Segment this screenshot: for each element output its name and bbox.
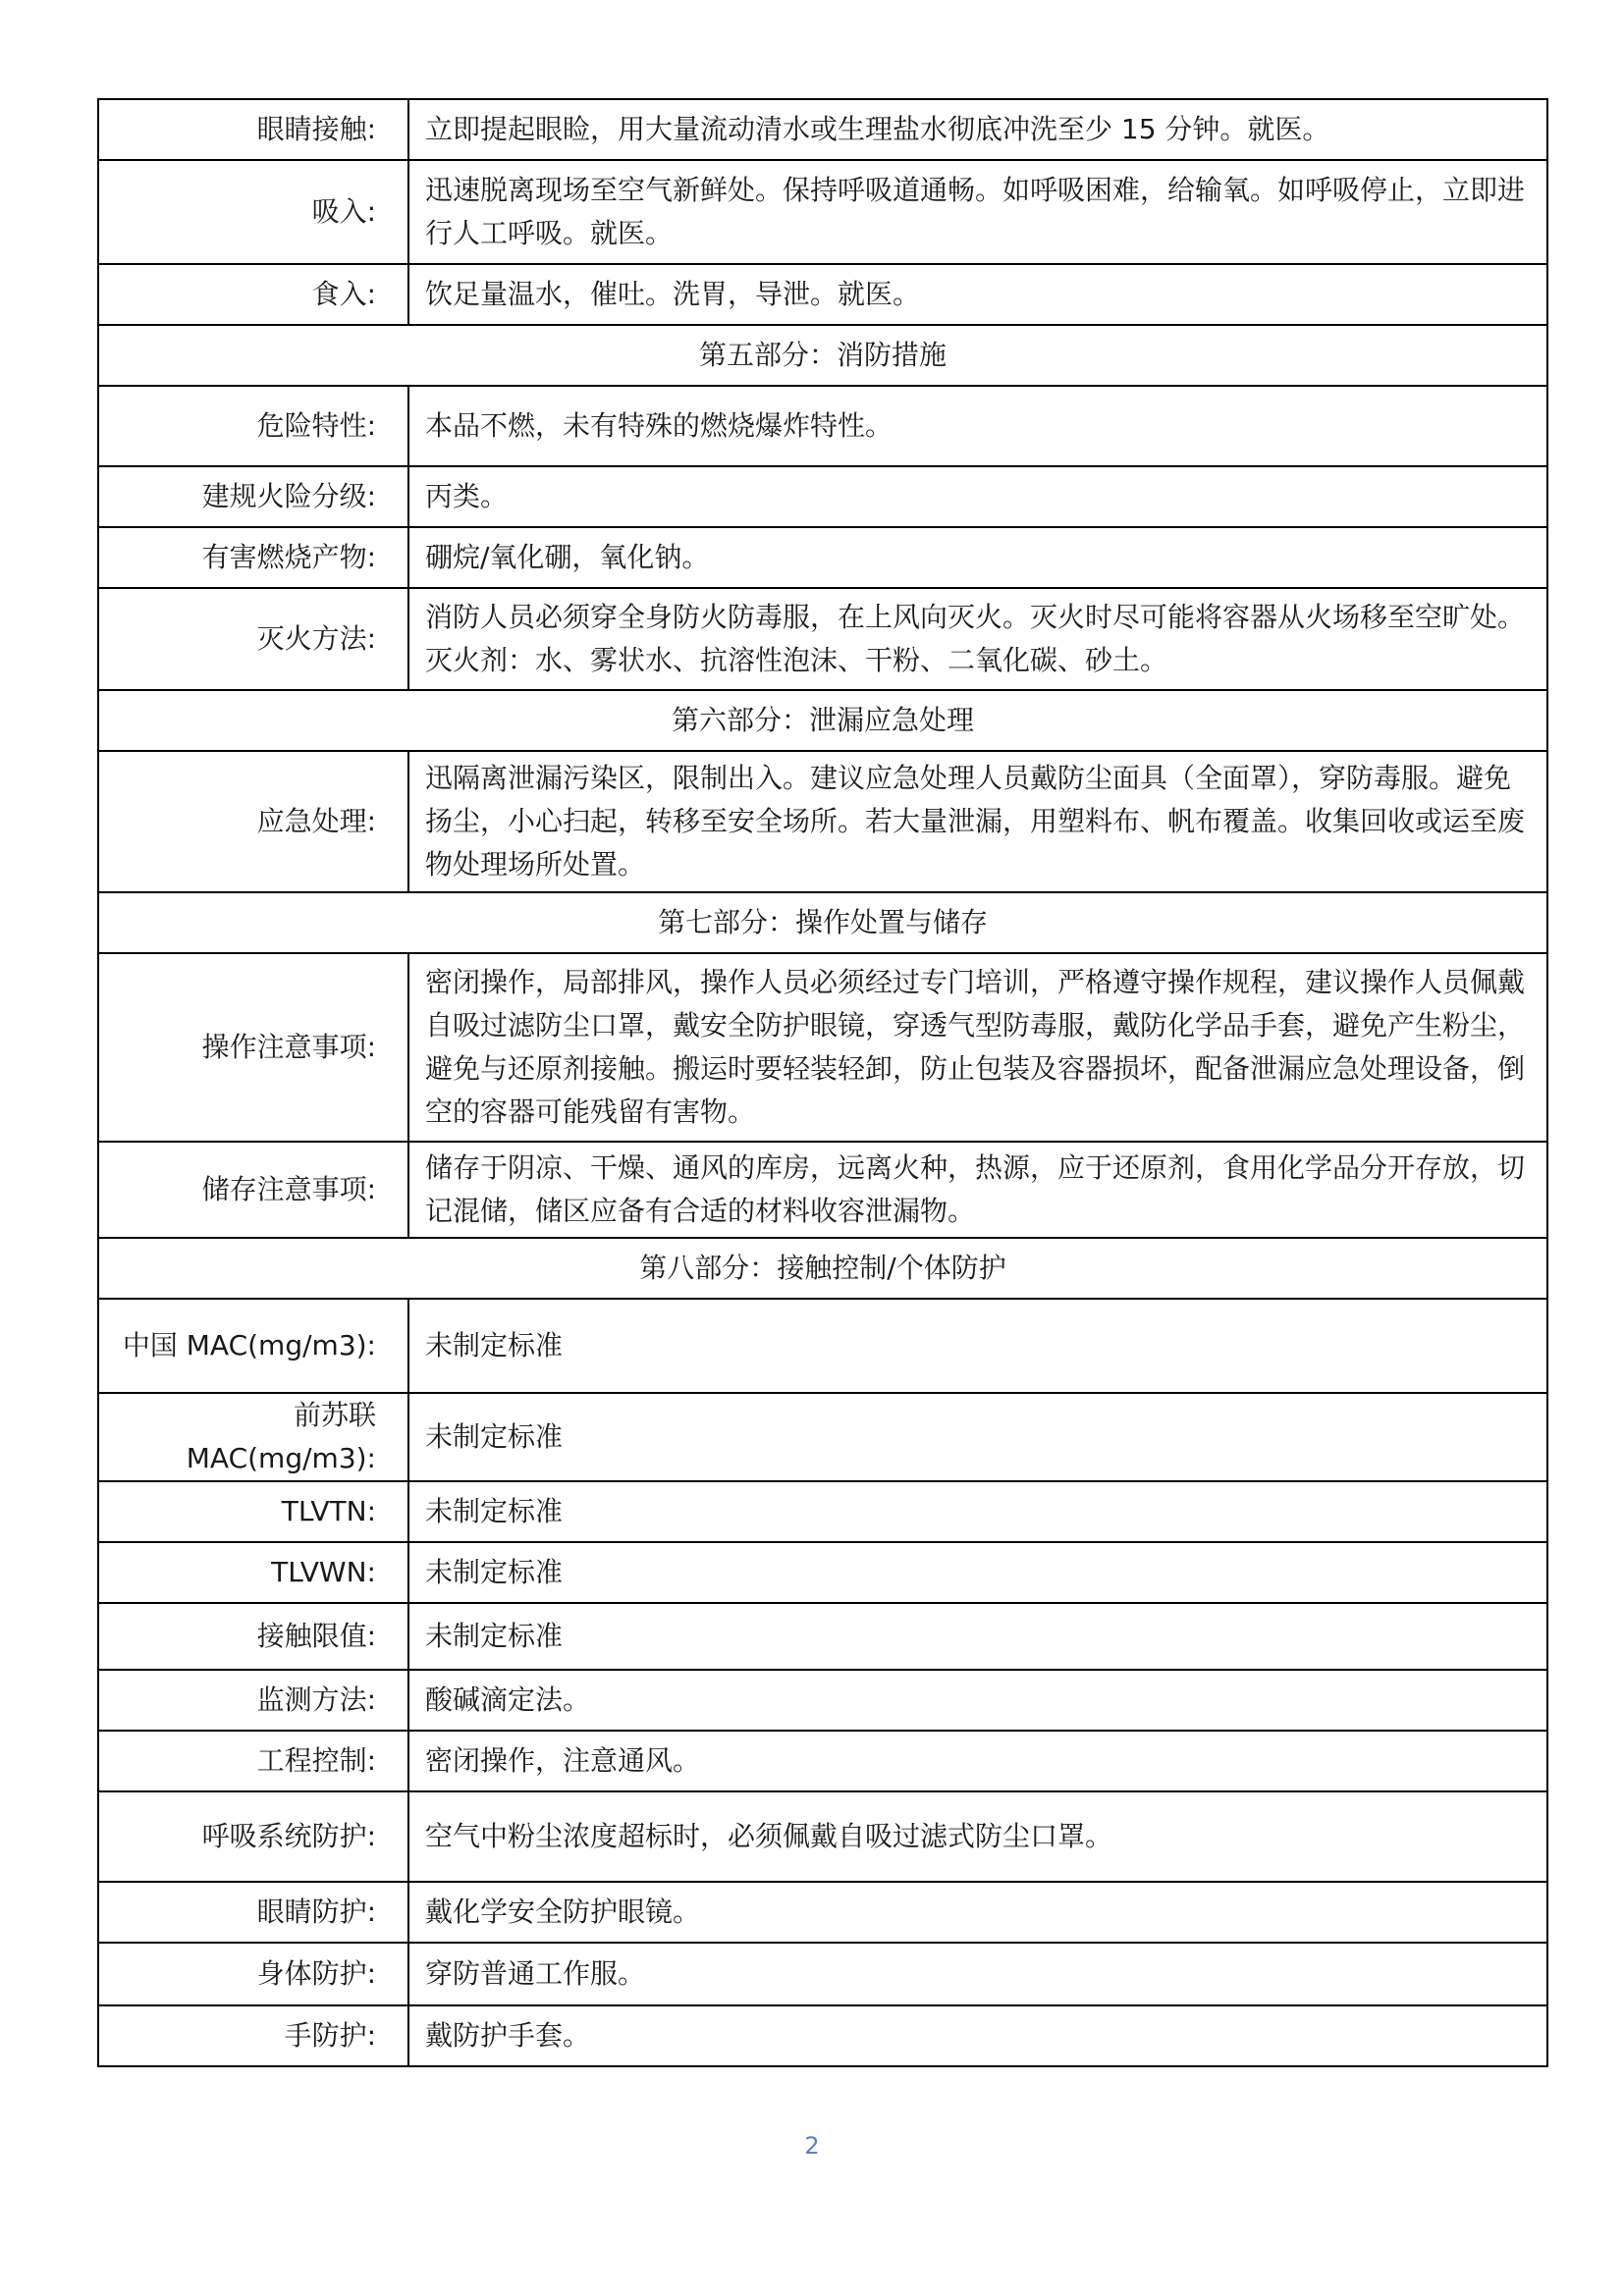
row-hazard-properties: [98, 386, 1547, 466]
row-value: 未制定标准: [408, 1603, 1547, 1670]
row-value: 立即提起眼睑，用大量流动清水或生理盐水彻底冲洗至少 15 分钟。就医。: [408, 99, 1547, 160]
row-china-mac: [98, 1299, 1547, 1393]
row-value: 硼烷/氧化硼，氧化钠。: [408, 527, 1547, 588]
row-label: 工程控制:: [98, 1731, 408, 1791]
row-ussr-mac: [98, 1393, 1547, 1481]
row-inhalation: [98, 160, 1547, 264]
row-label: 接触限值:: [98, 1603, 408, 1670]
section-title: 第七部分：操作处置与储存: [98, 892, 1547, 953]
section-leak-response: [98, 690, 1547, 751]
msds-table: [97, 98, 1548, 2067]
row-label: 手防护:: [98, 2005, 408, 2066]
row-label: TLVTN:: [98, 1481, 408, 1542]
row-engineering-control: [98, 1731, 1547, 1791]
row-label: 有害燃烧产物:: [98, 527, 408, 588]
page-number: 2: [804, 2132, 820, 2160]
row-value: 穿防普通工作服。: [408, 1943, 1547, 2005]
row-label: 建规火险分级:: [98, 466, 408, 527]
section-title: 第八部分：接触控制/个体防护: [98, 1238, 1547, 1299]
row-label: 中国 MAC(mg/m3):: [98, 1299, 408, 1393]
row-combustion-products: [98, 527, 1547, 588]
section-exposure-control: [98, 1238, 1547, 1299]
row-ingestion: [98, 264, 1547, 325]
row-value: 密闭操作，局部排风，操作人员必须经过专门培训，严格遵守操作规程，建议操作人员佩戴自吸过滤防尘口罩，戴安全防护眼镜，穿透气型防毒服，戴防化学品手套，避免产生粉尘，避免与还原剂接触。搬运时要轻装轻卸，防止包装及容器损坏，配备泄漏应急处理设备，倒空的容器可能残留有害物。: [408, 953, 1547, 1142]
row-tlvtn: [98, 1481, 1547, 1542]
row-label: TLVWN:: [98, 1542, 408, 1603]
row-value: 戴防护手套。: [408, 2005, 1547, 2066]
row-label: 眼睛防护:: [98, 1882, 408, 1943]
row-label: 前苏联 MAC(mg/m3):: [98, 1393, 408, 1481]
row-eye-contact: [98, 99, 1547, 160]
row-value: 未制定标准: [408, 1542, 1547, 1603]
row-emergency-handling: [98, 751, 1547, 892]
row-label: 储存注意事项:: [98, 1142, 408, 1238]
row-body-protection: [98, 1943, 1547, 2005]
row-storage-precautions: [98, 1142, 1547, 1238]
section-title: 第五部分：消防措施: [98, 325, 1547, 386]
row-value: 本品不燃，未有特殊的燃烧爆炸特性。: [408, 386, 1547, 466]
row-hand-protection: [98, 2005, 1547, 2066]
row-label: 吸入:: [98, 160, 408, 264]
row-exposure-limit: [98, 1603, 1547, 1670]
row-value: 消防人员必须穿全身防火防毒服，在上风向灭火。灭火时尽可能将容器从火场移至空旷处。灭火剂：水、雾状水、抗溶性泡沫、干粉、二氧化碳、砂土。: [408, 588, 1547, 690]
section-fire-fighting: [98, 325, 1547, 386]
row-eye-protection: [98, 1882, 1547, 1943]
row-monitoring-method: [98, 1670, 1547, 1731]
row-value: 未制定标准: [408, 1481, 1547, 1542]
row-label: 食入:: [98, 264, 408, 325]
row-value: 储存于阴凉、干燥、通风的库房，远离火种，热源，应于还原剂，食用化学品分开存放，切记混储，储区应备有合适的材料收容泄漏物。: [408, 1142, 1547, 1238]
row-value: 酸碱滴定法。: [408, 1670, 1547, 1731]
row-respiratory-protection: [98, 1791, 1547, 1882]
row-label: 监测方法:: [98, 1670, 408, 1731]
row-handling-precautions: [98, 953, 1547, 1142]
row-value: 空气中粉尘浓度超标时，必须佩戴自吸过滤式防尘口罩。: [408, 1791, 1547, 1882]
row-value: 饮足量温水，催吐。洗胃，导泄。就医。: [408, 264, 1547, 325]
row-value: 未制定标准: [408, 1393, 1547, 1481]
section-title: 第六部分：泄漏应急处理: [98, 690, 1547, 751]
row-label: 呼吸系统防护:: [98, 1791, 408, 1882]
row-value: 丙类。: [408, 466, 1547, 527]
row-value: 戴化学安全防护眼镜。: [408, 1882, 1547, 1943]
row-value: 密闭操作，注意通风。: [408, 1731, 1547, 1791]
row-label: 操作注意事项:: [98, 953, 408, 1142]
row-label: 应急处理:: [98, 751, 408, 892]
row-label: 灭火方法:: [98, 588, 408, 690]
row-label: 身体防护:: [98, 1943, 408, 2005]
row-value: 迅速脱离现场至空气新鲜处。保持呼吸道通畅。如呼吸困难，给输氧。如呼吸停止，立即进行人工呼吸。就医。: [408, 160, 1547, 264]
row-value: 迅隔离泄漏污染区，限制出入。建议应急处理人员戴防尘面具（全面罩），穿防毒服。避免扬尘，小心扫起，转移至安全场所。若大量泄漏，用塑料布、帆布覆盖。收集回收或运至废物处理场所处置。: [408, 751, 1547, 892]
row-label: 危险特性:: [98, 386, 408, 466]
row-fire-class: [98, 466, 1547, 527]
row-extinguishing-method: [98, 588, 1547, 690]
row-tlvwn: [98, 1542, 1547, 1603]
section-handling-storage: [98, 892, 1547, 953]
row-label: 眼睛接触:: [98, 99, 408, 160]
row-value: 未制定标准: [408, 1299, 1547, 1393]
